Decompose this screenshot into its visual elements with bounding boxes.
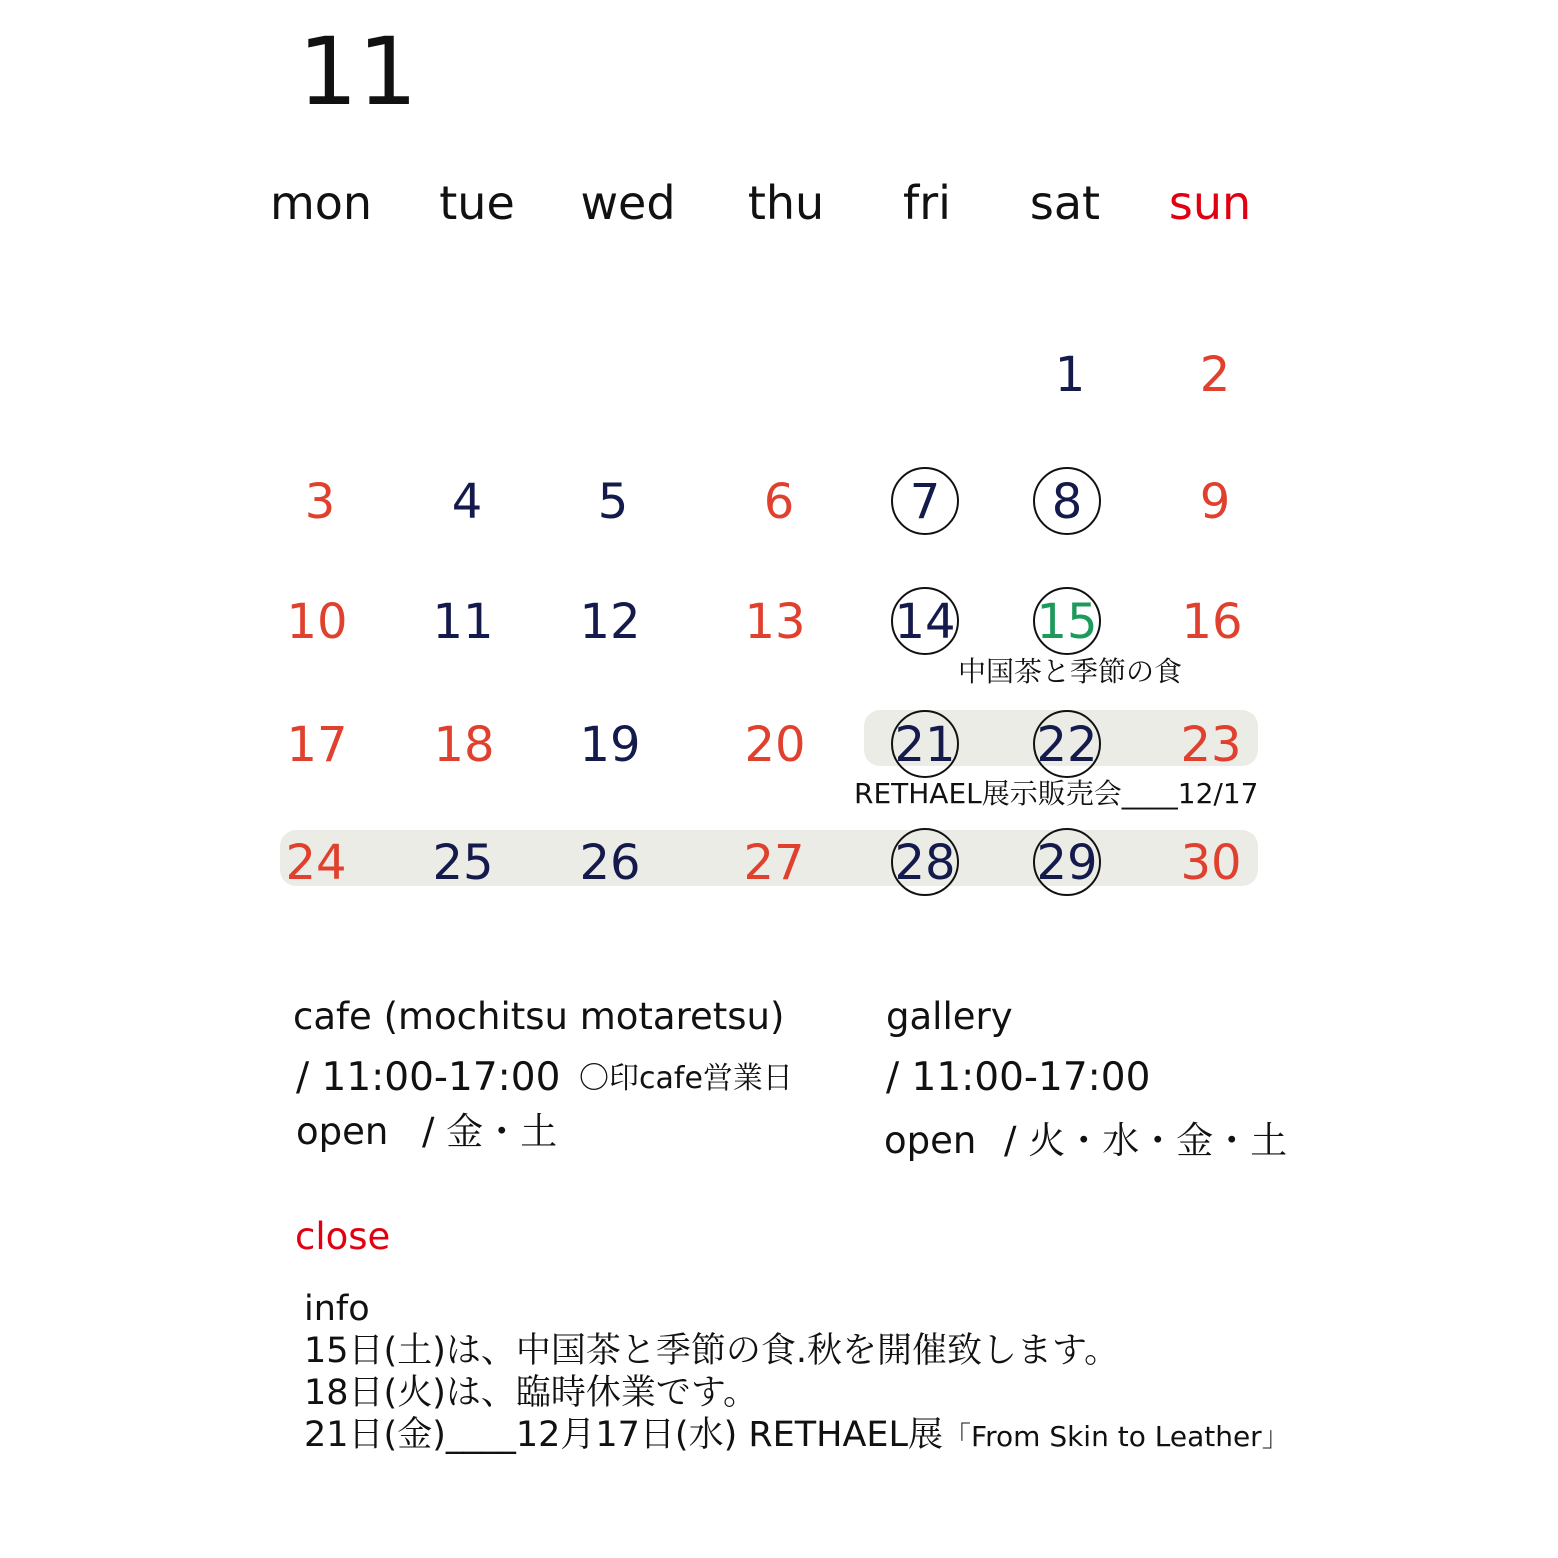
info-line-3: [304, 1414, 1290, 1458]
cafe-note: 〇印cafe営業日: [579, 1061, 793, 1096]
day-cell: [1007, 467, 1127, 537]
cafe-title: cafe (mochitsu motaretsu): [293, 995, 785, 1038]
day-cell: [865, 587, 985, 657]
month-title: 11: [298, 18, 418, 127]
day-number: 16: [1181, 594, 1243, 650]
day-number: 19: [579, 717, 641, 773]
day-number: 30: [1180, 835, 1242, 891]
day-cell: [257, 587, 377, 657]
day-number: 17: [286, 717, 348, 773]
day-number: 5: [597, 474, 629, 530]
day-number: 11: [432, 594, 494, 650]
day-number: 6: [763, 474, 795, 530]
gallery-open-days: / 火・水・金・土: [1004, 1119, 1288, 1162]
day-cell: [865, 467, 985, 537]
event-caption-tea: 中国茶と季節の食: [958, 655, 1183, 688]
day-number: 7: [909, 474, 941, 530]
gallery-hours: / 11:00-17:00: [886, 1055, 1151, 1100]
day-cell: [715, 587, 835, 657]
day-number: 14: [894, 594, 956, 650]
day-cell: [1151, 710, 1271, 780]
day-number: 2: [1199, 347, 1231, 403]
day-cell: [256, 828, 376, 898]
cafe-open-label: open: [296, 1110, 389, 1153]
weekday-thu: thu: [747, 176, 825, 230]
day-number: 29: [1036, 835, 1098, 891]
day-number: 22: [1036, 717, 1098, 773]
day-cell: [550, 828, 670, 898]
day-cell: [1155, 467, 1275, 537]
day-number: 24: [285, 835, 347, 891]
gallery-open-label: open: [884, 1119, 977, 1162]
day-cell: [403, 587, 523, 657]
day-cell: [404, 710, 524, 780]
cafe-open-circle: [891, 710, 959, 778]
day-number: 18: [433, 717, 495, 773]
info-line-1: 15日(土)は、中国茶と季節の食.秋を開催致します。: [304, 1331, 1120, 1371]
close-label: close: [295, 1215, 391, 1258]
weekday-sun: sun: [1168, 176, 1252, 230]
day-cell: [407, 467, 527, 537]
day-number: 10: [286, 594, 348, 650]
weekday-tue: tue: [439, 176, 515, 230]
cafe-open-circle: [1033, 587, 1101, 655]
weekday-wed: wed: [580, 176, 676, 230]
event-caption-rethael: RETHAEL展示販売会____12/17: [854, 777, 1259, 810]
gallery-title: gallery: [886, 995, 1013, 1038]
info-line-2: 18日(火)は、臨時休業です。: [304, 1373, 759, 1413]
day-cell: [260, 467, 380, 537]
day-number: 15: [1036, 594, 1098, 650]
day-cell: [1010, 340, 1130, 410]
day-number: 26: [579, 835, 641, 891]
info-line-3-main: 21日(金)____12月17日(水) RETHAEL展: [304, 1415, 944, 1455]
day-cell: [1155, 340, 1275, 410]
day-number: 28: [894, 835, 956, 891]
day-cell: [719, 467, 839, 537]
day-cell: [553, 467, 673, 537]
day-cell: [715, 710, 835, 780]
day-cell: [1007, 828, 1127, 898]
weekday-mon: mon: [269, 176, 373, 230]
day-cell: [865, 828, 985, 898]
info-title: info: [304, 1289, 370, 1329]
day-cell: [550, 710, 670, 780]
day-number: 9: [1199, 474, 1231, 530]
day-number: 21: [894, 717, 956, 773]
day-number: 13: [744, 594, 806, 650]
day-cell: [1151, 828, 1271, 898]
day-number: 20: [744, 717, 806, 773]
cafe-open-circle: [891, 467, 959, 535]
day-number: 12: [579, 594, 641, 650]
cafe-hours: / 11:00-17:00: [296, 1055, 561, 1100]
cafe-open-circle: [1033, 467, 1101, 535]
day-cell: [403, 828, 523, 898]
cafe-open-circle: [1033, 828, 1101, 896]
day-number: 1: [1054, 347, 1086, 403]
info-line-3-subtitle: 「From Skin to Leather」: [943, 1420, 1290, 1453]
day-number: 3: [304, 474, 336, 530]
day-number: 27: [743, 835, 805, 891]
day-cell: [865, 710, 985, 780]
day-number: 23: [1180, 717, 1242, 773]
cafe-open-days: / 金・土: [422, 1110, 558, 1153]
day-number: 8: [1051, 474, 1083, 530]
day-cell: [1007, 587, 1127, 657]
weekday-fri: fri: [903, 176, 951, 230]
day-cell: [1007, 710, 1127, 780]
cafe-open-circle: [891, 587, 959, 655]
cafe-open-circle: [891, 828, 959, 896]
day-number: 4: [451, 474, 483, 530]
cafe-open-circle: [1033, 710, 1101, 778]
day-cell: [1152, 587, 1272, 657]
day-number: 25: [432, 835, 494, 891]
day-cell: [257, 710, 377, 780]
day-cell: [714, 828, 834, 898]
day-cell: [550, 587, 670, 657]
weekday-sat: sat: [1029, 176, 1101, 230]
